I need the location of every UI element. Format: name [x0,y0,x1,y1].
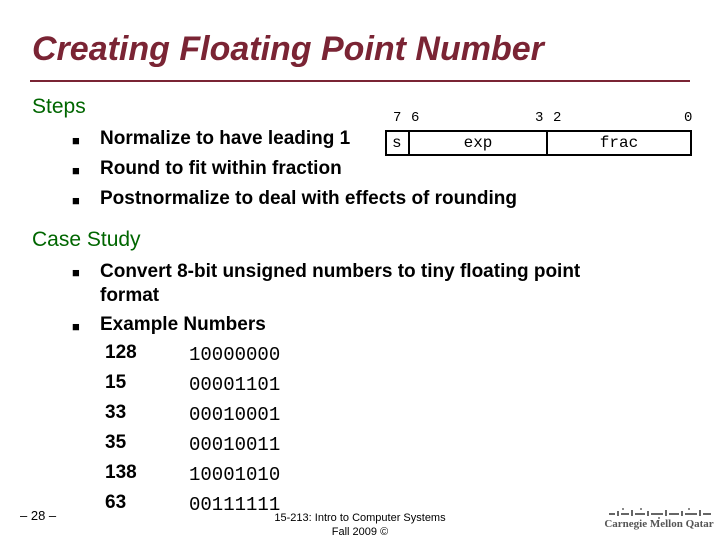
bit-label: 2 [553,110,562,126]
bullet-icon: ■ [72,163,80,178]
example-decimal: 15 [105,372,127,393]
example-binary: 10001010 [189,464,281,486]
steps-heading: Steps [32,95,86,118]
exp-field: exp [408,130,548,156]
step-item: Normalize to have leading 1 [100,128,351,149]
example-decimal: 35 [105,432,127,453]
example-binary: 00111111 [189,494,281,516]
example-binary: 10000000 [189,344,281,366]
step-item: Postnormalize to deal with effects of rounding [100,188,517,209]
example-binary: 00010001 [189,404,281,426]
frac-field: frac [546,130,692,156]
logo-text: Carnegie Mellon Qatar [604,518,714,530]
bullet-icon: ■ [72,265,80,280]
bit-label: 7 [393,110,402,126]
case-study-item: Convert 8-bit unsigned numbers to tiny floating point format [100,261,581,306]
case-study-heading: Case Study [32,228,141,251]
example-binary: 00010011 [189,434,281,456]
bit-label: 0 [684,110,693,126]
page-number: – 28 – [20,508,57,523]
slide-title: Creating Floating Point Number [32,30,544,68]
bit-label: 3 [535,110,544,126]
example-decimal: 63 [105,492,127,513]
example-binary: 00001101 [189,374,281,396]
bullet-icon: ■ [72,319,80,334]
bullet-icon: ■ [72,193,80,208]
example-decimal: 138 [105,462,137,483]
example-decimal: 33 [105,402,127,423]
sign-field: s [385,130,410,156]
title-divider [30,80,690,82]
case-study-item: Example Numbers [100,314,266,335]
step-item: Round to fit within fraction [100,158,342,179]
course-term: Fall 2009 © [331,526,389,538]
course-name: 15-213: Intro to Computer Systems [274,512,446,524]
bit-label: 6 [411,110,420,126]
bullet-icon: ■ [72,133,80,148]
course-footer [240,511,480,539]
carnegie-mellon-qatar-logo [603,505,715,539]
example-decimal: 128 [105,342,137,363]
